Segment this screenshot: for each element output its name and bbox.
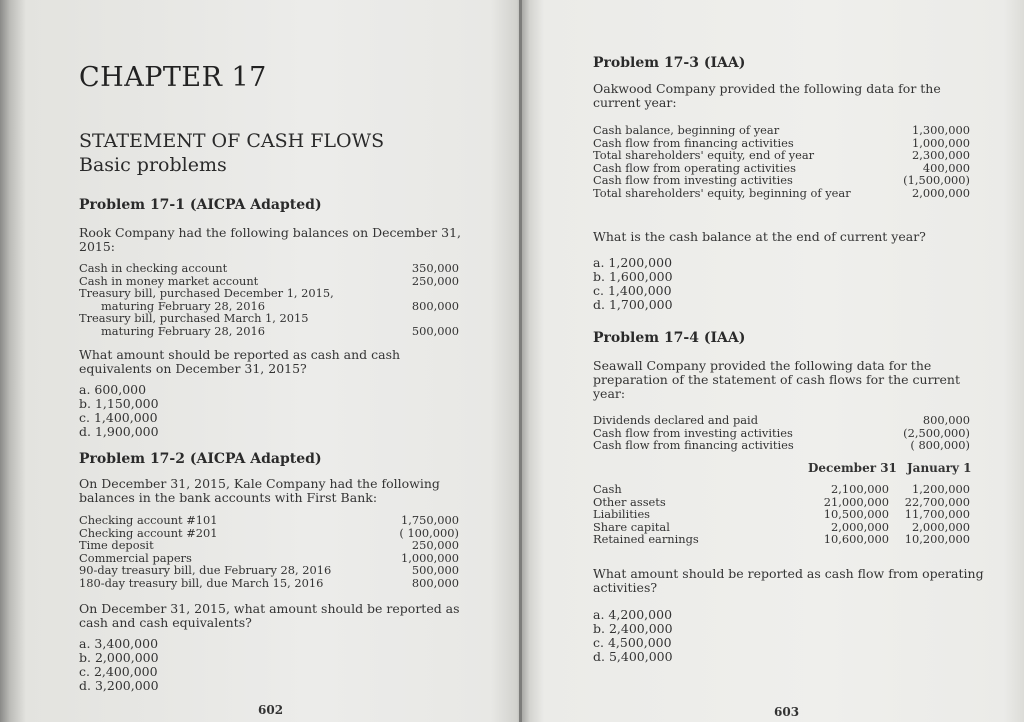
problem-17-1-balances xyxy=(79,262,459,337)
section-title: STATEMENT OF CASH FLOWS xyxy=(79,130,385,152)
balance-label: Commercial papers xyxy=(79,550,192,565)
balance-row xyxy=(593,508,970,521)
answer-choice: d. 3,200,000 xyxy=(79,678,159,693)
balance-label: maturing February 28, 2016 xyxy=(101,323,265,338)
data-label: Cash flow from financing activities xyxy=(593,135,794,150)
data-value: 2,300,000 xyxy=(912,148,970,162)
data-row xyxy=(593,124,970,137)
dec31-value: 2,100,000 xyxy=(831,482,889,496)
problem-17-4-heading: Problem 17-4 (IAA) xyxy=(593,330,746,346)
data-row xyxy=(593,149,970,162)
balance-row xyxy=(79,539,459,552)
problem-17-4-intro: Seawall Company provided the following data for the preparation of the statement of cash flows for the current year: xyxy=(593,358,960,401)
data-label: Cash flow from investing activities xyxy=(593,425,793,440)
chapter-title: CHAPTER 17 xyxy=(79,62,267,93)
answer-choice: b. 2,000,000 xyxy=(79,650,159,665)
balance-value: ( 100,000) xyxy=(399,525,459,540)
answer-choice: a. 600,000 xyxy=(79,382,147,397)
problem-17-1-choices xyxy=(79,383,159,439)
data-value: (2,500,000) xyxy=(903,425,970,440)
balance-label: Other assets xyxy=(593,494,666,509)
jan1-value: 10,200,000 xyxy=(904,532,970,546)
data-value: 2,000,000 xyxy=(912,185,970,200)
problem-17-3-heading: Problem 17-3 (IAA) xyxy=(593,55,746,71)
problem-17-4-question: What amount should be reported as cash flow from operating activities? xyxy=(593,566,984,595)
balance-label: Checking account #201 xyxy=(79,525,218,540)
balance-row xyxy=(79,577,459,590)
section-subtitle: Basic problems xyxy=(79,154,227,176)
balance-value: 350,000 xyxy=(411,261,459,275)
balance-row xyxy=(79,262,459,275)
balance-label: Checking account #101 xyxy=(79,513,218,527)
balance-label: 90-day treasury bill, due February 28, 2016 xyxy=(79,563,332,577)
problem-17-4-balance-table xyxy=(593,483,970,546)
balance-value: 500,000 xyxy=(411,563,459,577)
data-value: 1,000,000 xyxy=(912,135,970,150)
data-row xyxy=(593,439,970,452)
data-row xyxy=(593,174,970,187)
page-number: 603 xyxy=(774,705,800,719)
balance-label: Retained earnings xyxy=(593,532,699,546)
data-label: Cash flow from investing activities xyxy=(593,173,793,187)
answer-choice: c. 1,400,000 xyxy=(593,283,672,298)
problem-17-2-question: On December 31, 2015, what amount should be reported as cash and cash equivalents? xyxy=(79,601,460,630)
balance-label: Cash xyxy=(593,482,622,496)
balance-row xyxy=(79,564,459,577)
page-number: 602 xyxy=(258,703,284,717)
data-label: Dividends declared and paid xyxy=(593,413,758,427)
data-value: (1,500,000) xyxy=(903,173,970,187)
balance-label: Share capital xyxy=(593,519,670,534)
problem-17-1-intro: Rook Company had the following balances on December 31, 2015: xyxy=(79,225,462,254)
answer-choice: d. 1,700,000 xyxy=(593,297,673,312)
balance-label: Liabilities xyxy=(593,507,651,521)
data-value: ( 800,000) xyxy=(910,438,970,452)
problem-17-3-question: What is the cash balance at the end of current year? xyxy=(593,229,926,244)
data-value: 1,300,000 xyxy=(912,123,970,137)
balance-row xyxy=(79,325,459,338)
balance-value: 1,750,000 xyxy=(401,513,459,527)
column-header-jan1: January 1 xyxy=(907,461,972,475)
answer-choice: c. 1,400,000 xyxy=(79,410,158,425)
data-row xyxy=(593,187,970,200)
right-page xyxy=(522,0,1024,722)
balance-label: Cash in checking account xyxy=(79,261,228,275)
data-value: 800,000 xyxy=(922,413,970,427)
problem-17-1-heading: Problem 17-1 (AICPA Adapted) xyxy=(79,197,322,213)
data-row xyxy=(593,414,970,427)
balance-value: 800,000 xyxy=(411,575,459,590)
balance-row xyxy=(79,514,459,527)
data-label: Cash flow from financing activities xyxy=(593,438,794,452)
answer-choice: d. 1,900,000 xyxy=(79,424,159,439)
balance-value: 250,000 xyxy=(411,273,459,288)
answer-choice: b. 1,150,000 xyxy=(79,396,159,411)
balance-label: 180-day treasury bill, due March 15, 2016 xyxy=(79,575,324,590)
jan1-value: 2,000,000 xyxy=(912,519,970,534)
answer-choice: a. 4,200,000 xyxy=(593,607,673,622)
answer-choice: b. 2,400,000 xyxy=(593,621,673,636)
dec31-value: 10,500,000 xyxy=(823,507,889,521)
answer-choice: c. 2,400,000 xyxy=(79,664,158,679)
data-label: Cash balance, beginning of year xyxy=(593,123,780,137)
jan1-value: 1,200,000 xyxy=(912,482,970,496)
balance-label: maturing February 28, 2016 xyxy=(101,298,265,313)
problem-17-1-question: What amount should be reported as cash and cash equivalents on December 31, 2015? xyxy=(79,347,401,376)
dec31-value: 10,600,000 xyxy=(823,532,889,546)
problem-17-2-heading: Problem 17-2 (AICPA Adapted) xyxy=(79,451,322,467)
column-header-dec31: December 31 xyxy=(808,461,897,475)
answer-choice: b. 1,600,000 xyxy=(593,269,673,284)
data-label: Total shareholders' equity, end of year xyxy=(593,148,815,162)
balance-label: Treasury bill, purchased December 1, 2015, xyxy=(79,286,334,300)
answer-choice: d. 5,400,000 xyxy=(593,649,673,664)
problem-17-3-intro: Oakwood Company provided the following data for the current year: xyxy=(593,81,941,110)
balance-row xyxy=(79,287,459,300)
balance-label: Time deposit xyxy=(79,538,154,552)
data-value: 400,000 xyxy=(922,160,970,175)
balance-label: Cash in money market account xyxy=(79,273,259,288)
problem-17-2-choices xyxy=(79,637,159,693)
balance-value: 800,000 xyxy=(411,298,459,313)
data-label: Total shareholders' equity, beginning of year xyxy=(593,185,851,200)
problem-17-3-data xyxy=(593,124,970,199)
problem-17-2-balances xyxy=(79,514,459,589)
jan1-value: 22,700,000 xyxy=(904,494,970,509)
balance-value: 500,000 xyxy=(411,323,459,338)
balance-row xyxy=(593,533,970,546)
balance-label: Treasury bill, purchased March 1, 2015 xyxy=(79,311,309,325)
balance-row xyxy=(593,483,970,496)
problem-17-4-choices xyxy=(593,608,673,664)
problem-17-2-intro: On December 31, 2015, Kale Company had the following balances in the bank accounts with First Bank: xyxy=(79,476,440,505)
balance-value: 1,000,000 xyxy=(401,550,459,565)
dec31-value: 21,000,000 xyxy=(823,494,889,509)
jan1-value: 11,700,000 xyxy=(904,507,970,521)
dec31-value: 2,000,000 xyxy=(831,519,889,534)
answer-choice: c. 4,500,000 xyxy=(593,635,672,650)
problem-17-3-choices xyxy=(593,256,673,312)
answer-choice: a. 1,200,000 xyxy=(593,255,673,270)
problem-17-4-data xyxy=(593,414,970,452)
balance-value: 250,000 xyxy=(411,538,459,552)
answer-choice: a. 3,400,000 xyxy=(79,636,159,651)
data-label: Cash flow from operating activities xyxy=(593,160,796,175)
balance-row xyxy=(79,312,459,325)
